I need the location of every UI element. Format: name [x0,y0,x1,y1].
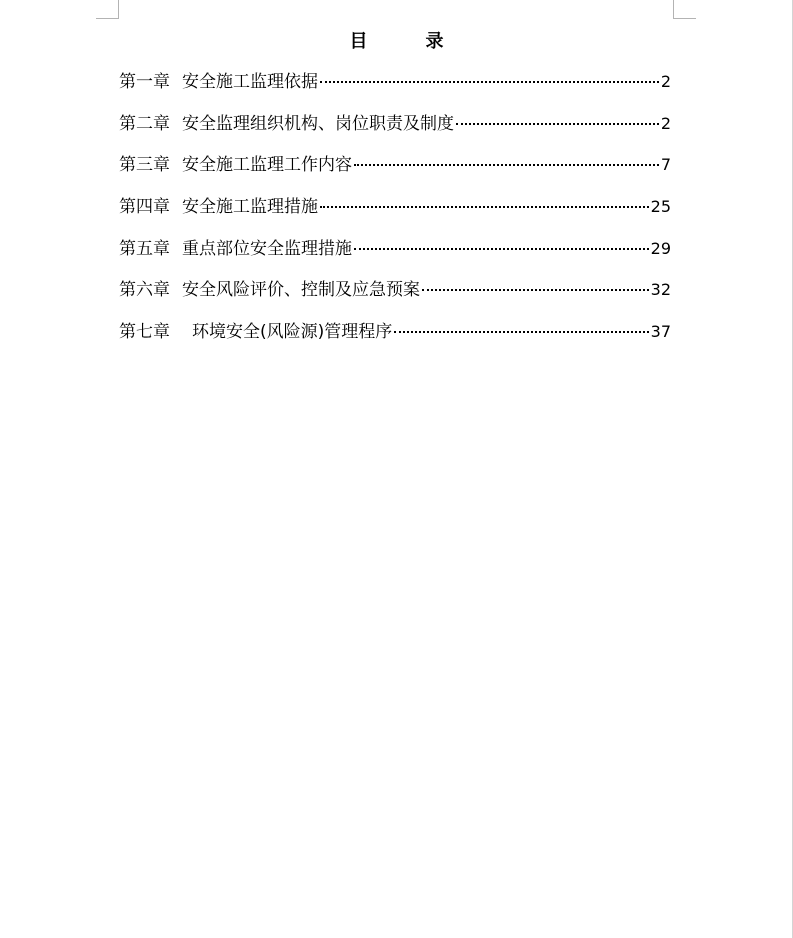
toc-entry-title: 重点部位安全监理措施 [182,238,352,259]
toc-dot-leader [422,289,649,291]
toc-chapter-label: 第五章 [119,238,170,259]
toc-entry-title: 安全施工监理依据 [182,72,318,92]
toc-chapter-label: 第六章 [119,280,170,301]
toc-page-number: 29 [650,238,671,258]
toc-entry[interactable] [119,195,671,237]
toc-dot-leader [354,248,649,250]
page-corner-mark-right [673,0,696,19]
toc-dot-leader [320,81,659,83]
toc-page-number: 37 [650,322,671,342]
toc-dot-leader [354,164,659,166]
toc-entry[interactable] [119,278,671,320]
toc-page-number: 2 [660,72,671,91]
toc-entry-title: 安全施工监理工作内容 [182,155,352,176]
toc-chapter-label: 第二章 [119,113,170,134]
toc-page-number: 25 [650,197,671,217]
page-corner-mark-left [96,0,119,19]
toc-dot-leader [456,123,659,125]
toc-entry[interactable] [119,70,671,112]
toc-chapter-label: 第七章 [119,322,170,343]
toc-page-number: 2 [660,113,671,133]
toc-entry[interactable] [119,320,671,362]
toc-chapter-label: 第三章 [119,155,170,176]
toc-entry-title: 安全施工监理措施 [182,197,318,218]
toc-entry-title: 安全风险评价、控制及应急预案 [182,280,420,301]
toc-title [0,30,793,54]
table-of-contents [119,70,671,362]
toc-page-number: 32 [650,280,671,300]
toc-entry[interactable] [119,153,671,195]
toc-page-number: 7 [660,155,671,175]
toc-dot-leader [320,206,649,208]
toc-entry-title: 安全监理组织机构、岗位职责及制度 [182,113,454,134]
toc-entry-title: 环境安全(风险源)管理程序 [192,322,393,343]
toc-entry[interactable] [119,112,671,154]
toc-chapter-label: 第四章 [119,197,170,218]
toc-chapter-label: 第一章 [119,72,170,92]
toc-title-second-char: 录 [425,31,444,52]
toc-dot-leader [394,331,648,333]
toc-entry[interactable] [119,237,671,279]
toc-title-first-char: 目 [349,31,368,52]
